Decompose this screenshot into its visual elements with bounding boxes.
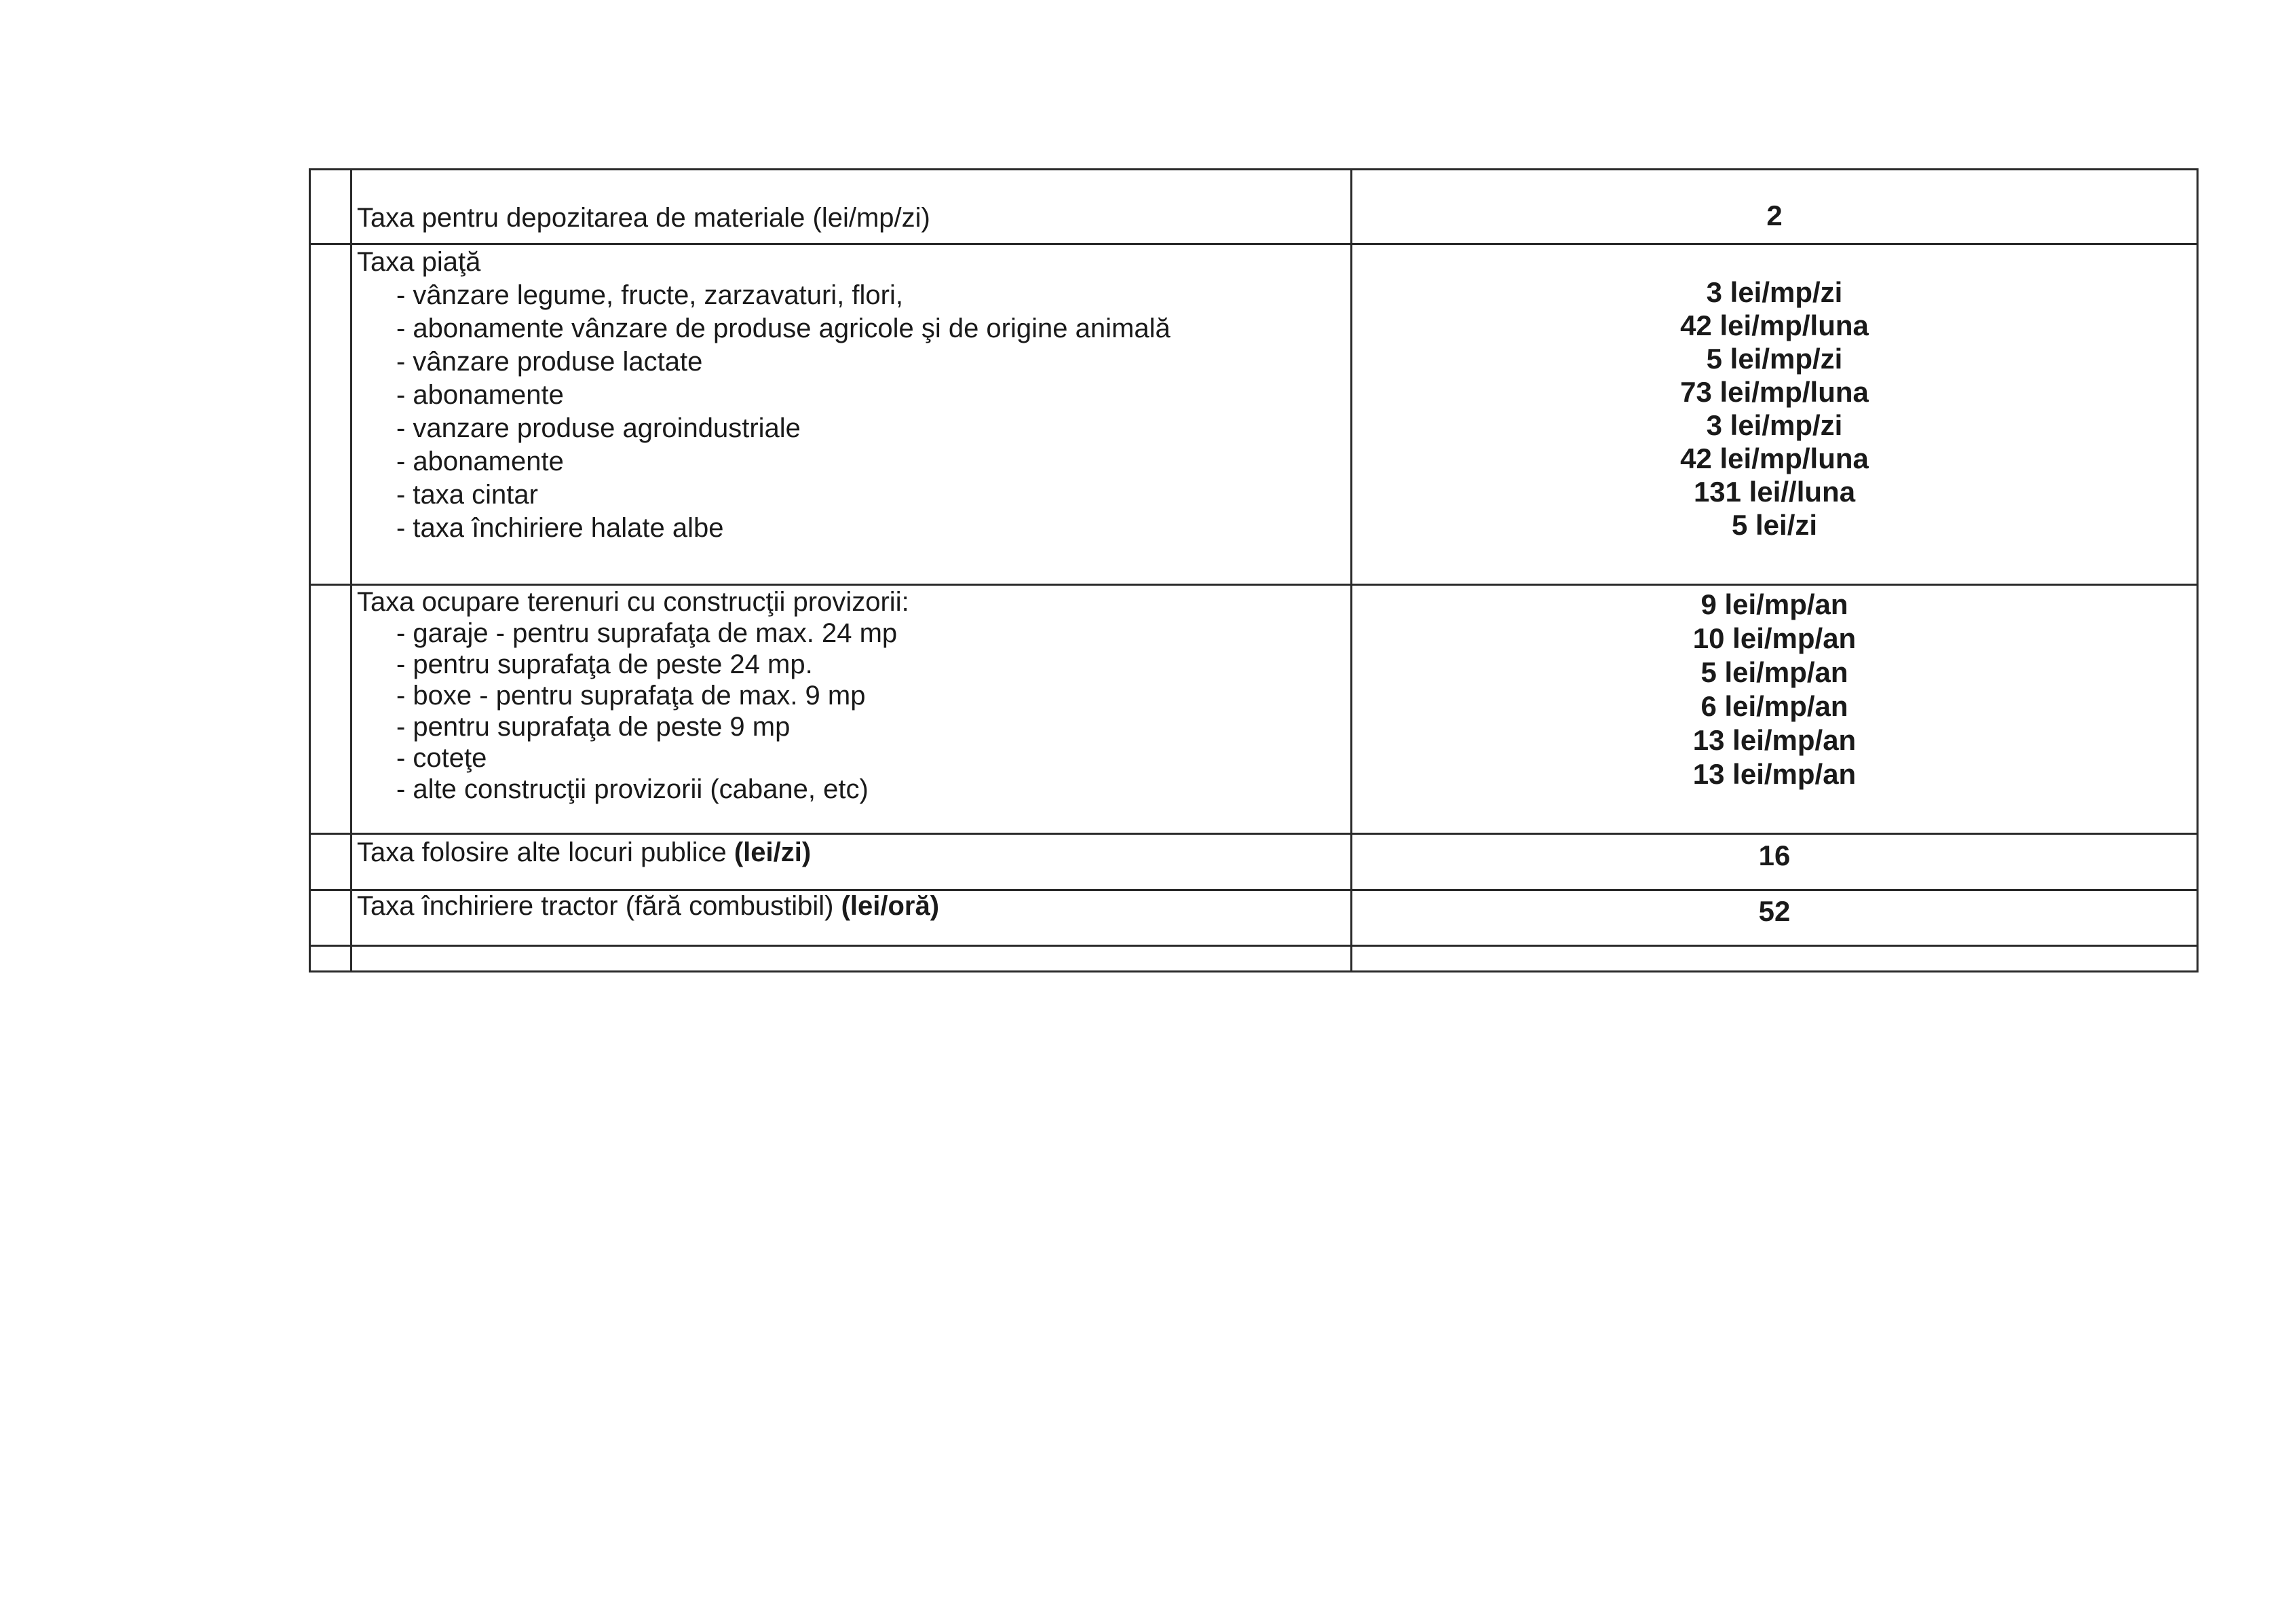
table-left-border [309, 168, 311, 972]
list-value: 131 lei//luna [1693, 476, 1856, 508]
list-item: - vânzare produse lactate [396, 347, 703, 377]
list-item: - abonamente vânzare de produse agricole şi de origine animală [396, 314, 1171, 343]
list-item: - boxe - pentru suprafaţa de max. 9 mp [396, 681, 866, 711]
index-column-divider [350, 168, 352, 972]
list-value: 42 lei/mp/luna [1680, 309, 1869, 341]
list-item: - alte construcţii provizorii (cabane, etc) [396, 774, 869, 804]
list-item: - vânzare legume, fructe, zarzavaturi, flori, [396, 280, 903, 310]
row-divider [309, 945, 2199, 947]
list-item: - abonamente [396, 447, 564, 476]
list-item: - coteţe [396, 743, 487, 773]
row-market-values [1352, 276, 2197, 542]
row-tractor-title [357, 890, 1341, 923]
row-temporary-constructions-values [1352, 588, 2197, 791]
row-market-title: Taxa piaţă [357, 247, 481, 277]
list-item: - vanzare produse agroindustriale [396, 413, 801, 443]
row-temporary-constructions-title: Taxa ocupare terenuri cu construcţii provizorii: [357, 587, 909, 617]
list-item: - pentru suprafaţa de peste 24 mp. [396, 649, 813, 679]
row-storage-value: 2 [1766, 200, 1783, 231]
row-tractor-value: 52 [1758, 895, 1791, 927]
list-value: 73 lei/mp/luna [1680, 376, 1869, 408]
list-value: 3 lei/mp/zi [1706, 409, 1843, 441]
row-storage-title: Taxa pentru depozitarea de materiale (lei/mp/zi) [357, 203, 930, 233]
list-item: - pentru suprafaţa de peste 9 mp [396, 712, 791, 742]
row-tractor-text: Taxa închiriere tractor (fără combustibil) [357, 891, 834, 921]
row-divider [309, 833, 2199, 835]
row-public-places-title [357, 836, 1341, 869]
list-value: 5 lei/mp/zi [1706, 343, 1843, 375]
row-divider [309, 584, 2199, 586]
list-item: - abonamente [396, 380, 564, 410]
list-value: 5 lei/mp/an [1700, 656, 1848, 688]
list-value: 9 lei/mp/an [1700, 588, 1848, 620]
list-item: - taxa închiriere halate albe [396, 513, 724, 543]
list-value: 42 lei/mp/luna [1680, 442, 1869, 474]
list-value: 3 lei/mp/zi [1706, 276, 1843, 308]
list-value: 13 lei/mp/an [1692, 758, 1857, 790]
list-item: - taxa cintar [396, 480, 538, 510]
list-value: 6 lei/mp/an [1700, 690, 1848, 722]
row-public-places-text: Taxa folosire alte locuri publice [357, 837, 727, 867]
list-value: 10 lei/mp/an [1692, 622, 1857, 654]
list-value: 13 lei/mp/an [1692, 724, 1857, 756]
row-market-description [357, 246, 1341, 545]
row-tractor-unit: (lei/oră) [841, 891, 940, 921]
table-top-border [309, 168, 2199, 170]
row-temporary-constructions-description [357, 586, 1341, 805]
list-value: 5 lei/zi [1731, 509, 1818, 541]
row-public-places-unit: (lei/zi) [734, 837, 812, 867]
table-bottom-border [309, 970, 2199, 972]
row-public-places-value: 16 [1758, 839, 1791, 871]
list-item: - garaje - pentru suprafaţa de max. 24 mp [396, 618, 898, 648]
row-divider [309, 243, 2199, 245]
table-right-border [2197, 168, 2199, 972]
